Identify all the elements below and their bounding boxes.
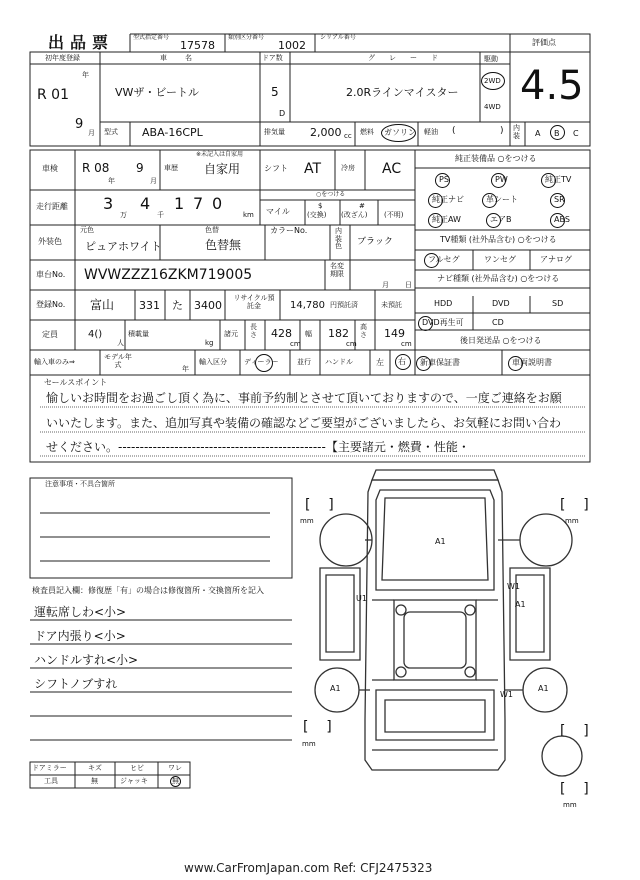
history-label: 車歴: [164, 164, 178, 172]
tv-item-1: ワンセグ: [484, 255, 516, 264]
tire-bracket-spare: [ ]: [560, 781, 589, 797]
capacity-value: 4(): [88, 329, 103, 340]
equip-item-1-circle: [491, 173, 506, 188]
mileage-km-unit: km: [243, 211, 254, 219]
first-reg-label: 初年度登録: [45, 54, 80, 62]
inner-color-label: 内装色: [335, 227, 342, 251]
mileage-digit-1: 3: [103, 194, 114, 213]
score-value: 4.5: [520, 63, 584, 109]
diagram-mark-a1-top: A1: [435, 537, 446, 546]
ac-value: AC: [382, 161, 402, 177]
diagram-mark-u1: U1: [356, 594, 367, 603]
navi-item-0: HDD: [434, 299, 453, 308]
tire-mm-spare: mm: [563, 801, 577, 809]
interior-a: A: [535, 129, 541, 138]
mileage-man-unit: 万: [120, 211, 127, 219]
tone-value: 色替無: [205, 238, 242, 252]
undeposited-label: 未預託: [381, 301, 402, 309]
dollar-sub: (改ざん): [341, 211, 368, 219]
tire-bracket-rl: [ ]: [303, 719, 332, 735]
height-value: 149: [384, 327, 405, 340]
equip-item-1: PW: [495, 175, 508, 184]
displacement-value: 2,000: [310, 126, 342, 139]
equip-item-5: SR: [554, 195, 565, 204]
shaken-label: 車検: [42, 164, 58, 173]
acc-header-crack: ヒビ: [130, 764, 144, 772]
shift-value: AT: [304, 161, 322, 177]
history-value: 自家用: [204, 162, 241, 176]
notes-label: 注意事項・不具合箇所: [45, 480, 115, 488]
navi-item-1: DVD: [492, 299, 510, 308]
name-change-label: 名変期限: [330, 262, 344, 278]
first-reg-month: 9: [75, 117, 84, 132]
handle-label: ハンドル: [325, 358, 353, 366]
inspector-line-4: シフトノブすれ: [34, 677, 118, 691]
navi-item-2: SD: [552, 299, 564, 308]
import-parallel: 並行: [297, 358, 311, 366]
handle-right: 右: [398, 357, 406, 366]
score-label: 評価点: [532, 38, 556, 47]
inspector-line-1: 運転席しわ<小>: [34, 605, 127, 619]
interior-b: B: [554, 129, 560, 138]
orig-color-value: ピュアホワイト: [85, 240, 162, 253]
inspector-label: 検査員記入欄：修復歴「有」の場合は修復箇所・交換箇所を記入: [32, 586, 264, 595]
load-label: 積載量: [128, 330, 149, 338]
fuel-bracket-close: ): [500, 126, 504, 136]
size-label: 諸元: [224, 330, 238, 338]
grade-label: グレード: [368, 54, 452, 62]
plate-num2: 3400: [194, 299, 222, 312]
plate-kana: た: [172, 299, 183, 312]
interior-c: C: [573, 129, 579, 138]
orig-color-label: 元色: [80, 226, 94, 234]
ac-label: 冷房: [341, 164, 355, 172]
plate-region: 富山: [90, 298, 115, 312]
import-label: 輸入車のみ⇒: [34, 358, 75, 366]
model-code-label: 型式指定番号: [133, 34, 170, 41]
fuel-value: ガソリン: [384, 128, 416, 137]
mileage-sen-unit: 千: [157, 211, 164, 219]
equip-item-4-circle: [482, 193, 497, 208]
length-unit: cm: [290, 340, 301, 348]
equip-item-6-circle: [428, 213, 443, 228]
later-item-1: 車両説明書: [512, 358, 552, 367]
sales-label: セールスポイント: [44, 378, 108, 387]
displacement-label: 排気量: [264, 128, 285, 136]
tire-mm-rl: mm: [302, 740, 316, 748]
mileage-digit-2: 4: [140, 194, 151, 213]
footer-ref: www.CarFromJapan.com Ref: CFJ2475323: [184, 861, 433, 875]
fuel-bracket-open: (: [452, 126, 456, 136]
tv-title: TV種類 (社外品含む) ○をつける: [440, 235, 557, 244]
sales-line-1: 愉しいお時間をお過ごし頂く為に、事前予約制とさせて頂いておりますので、一度ご連絡をお願: [46, 391, 562, 405]
diagram-mark-a1-rear-left: A1: [330, 684, 341, 693]
width-unit: cm: [346, 340, 357, 348]
navi-item-4: CD: [492, 318, 504, 327]
acc-jack-value: 無: [172, 777, 179, 785]
door-type: D: [279, 109, 286, 118]
drive-2wd: 2WD: [484, 77, 501, 85]
later-item-0: 新車保証書: [420, 358, 460, 367]
acc-tools-label: 工具: [44, 777, 58, 785]
navi-item-3: DVD再生可: [422, 318, 464, 327]
fuel-label: 燃料: [360, 128, 374, 136]
history-note: ※未記入は自家用: [196, 151, 244, 158]
mileage-digit-5: 0: [212, 194, 223, 213]
diagram-mark-a1-right: A1: [515, 600, 526, 609]
equip-item-6: 純正AW: [432, 215, 461, 224]
dollar-label: $: [318, 202, 323, 210]
equip-item-4: 革シート: [486, 195, 518, 204]
later-title: 後日発送品 ○をつける: [460, 336, 542, 345]
capacity-label: 定員: [42, 330, 58, 339]
inner-color-value: ブラック: [357, 237, 393, 247]
shift-label: シフト: [264, 164, 288, 173]
shaken-year-unit: 年: [108, 177, 115, 185]
class-code-value: 1002: [278, 39, 306, 52]
equip-item-3: 純正ナビ: [432, 195, 464, 204]
import-class-label: 輸入区分: [199, 358, 227, 366]
drive-4wd: 4WD: [484, 103, 501, 111]
navi-item-3-circle: [418, 316, 433, 331]
mileage-label: 走行距離: [36, 202, 68, 211]
tire-bracket-rr: [ ]: [560, 723, 589, 739]
inspector-line-2: ドア内張り<小>: [34, 629, 126, 643]
model-code-value: 17578: [180, 39, 215, 52]
hash-label: #: [359, 202, 365, 210]
class-code-label: 類別区分番号: [228, 34, 265, 41]
shaken-value: R 08: [82, 161, 110, 175]
acc-tools-value: 無: [91, 777, 98, 785]
name-change-day: 日: [405, 281, 412, 289]
first-reg-year-unit: 年: [82, 71, 89, 79]
later-item-0-circle: [416, 356, 431, 371]
grade-value: 2.0Rラインマイスター: [346, 86, 459, 99]
recycle-unit: 円預託済: [330, 301, 358, 309]
equip-title: 純正装備品 ○をつける: [455, 154, 537, 163]
equip-item-5-circle: [550, 193, 565, 208]
acc-header-break: ワレ: [168, 764, 182, 772]
equip-item-0: PS: [439, 175, 449, 184]
tone-label: 色替: [205, 226, 219, 234]
mileage-digit-3: 1: [174, 194, 185, 213]
vin-value: WVWZZZ16ZKM719005: [84, 267, 253, 283]
name-change-month: 月: [382, 281, 389, 289]
recycle-label: リサイクル預託金: [233, 294, 275, 311]
shaken-month: 9: [136, 161, 144, 175]
length-label: 長さ: [250, 323, 257, 339]
model-value: ABA-16CPL: [142, 126, 203, 139]
color-no-label: カラーNo.: [270, 226, 308, 235]
recycle-value: 14,780: [290, 300, 325, 311]
length-value: 428: [271, 327, 292, 340]
diagram-mark-w1-rear: W1: [500, 690, 513, 699]
diagram-mark-w1-right: W1: [507, 582, 520, 591]
load-unit: kg: [205, 339, 214, 347]
mileage-check-note: ○をつける: [316, 191, 346, 198]
equip-item-2: 純正TV: [545, 175, 572, 184]
vin-label: 車台No.: [36, 270, 66, 279]
acc-header-scratch: キズ: [88, 764, 102, 772]
width-value: 182: [328, 327, 349, 340]
acc-jack-label: ジャッキ: [120, 777, 148, 785]
tv-item-2: アナログ: [540, 255, 572, 264]
tv-item-0: フルセグ: [428, 255, 460, 264]
tire-mm-fr: mm: [565, 517, 579, 525]
import-dealer: ディーラー: [244, 358, 279, 366]
mileage-digit-4: 7: [193, 194, 204, 213]
equip-item-2-circle: [541, 173, 556, 188]
plate-num1: 331: [139, 299, 160, 312]
plate-label: 登録No.: [36, 300, 66, 309]
tire-bracket-fl: [ ]: [305, 497, 334, 513]
interior-label: 内装: [513, 124, 520, 140]
acc-header-mirror: ドアミラー: [32, 764, 67, 772]
equip-item-8-circle: [550, 213, 565, 228]
tv-item-0-circle: [424, 253, 439, 268]
inspector-line-3: ハンドルすれ<小>: [34, 653, 139, 667]
model-year-unit: 年: [182, 365, 189, 373]
doors-value: 5: [271, 85, 279, 99]
diagram-mark-a1-rear-right: A1: [538, 684, 549, 693]
light-oil-label: 軽油: [424, 128, 438, 136]
displacement-unit: cc: [344, 132, 352, 140]
handle-left: 左: [376, 358, 384, 367]
navi-title: ナビ種類 (社外品含む) ○をつける: [437, 274, 560, 283]
equip-item-3-circle: [428, 193, 443, 208]
tire-mm-fl: mm: [300, 517, 314, 525]
car-name-value: VWザ・ビートル: [115, 86, 199, 99]
car-diagram: [315, 470, 582, 776]
tire-bracket-fr: [ ]: [560, 497, 589, 513]
mile-exchange: (交換): [307, 211, 327, 219]
first-reg-era: R 01: [37, 87, 69, 103]
hash-sub: (不明): [384, 211, 404, 219]
color-label: 外装色: [38, 237, 62, 246]
serial-label: シリアル番号: [320, 34, 356, 41]
car-name-label: 車名: [160, 54, 210, 62]
first-reg-month-unit: 月: [88, 129, 95, 137]
sales-line-3: せください。------------------------------------------------【主要諸元・燃費・性能・: [46, 440, 470, 454]
drive-label: 駆動: [484, 55, 498, 63]
shaken-month-unit: 月: [150, 177, 157, 185]
width-label: 幅: [305, 330, 312, 338]
height-unit: cm: [401, 340, 412, 348]
later-item-1-circle: [508, 356, 523, 371]
mile-label: マイル: [266, 207, 290, 216]
doors-label: ドア数: [262, 54, 283, 62]
height-label: 高さ: [360, 323, 367, 339]
model-year-label: モデル年式: [104, 353, 132, 370]
model-label: 型式: [104, 128, 118, 136]
equip-item-0-circle: [435, 173, 450, 188]
equip-item-8: ABS: [554, 215, 570, 224]
form-title: 出品票: [48, 33, 115, 52]
capacity-unit: 人: [117, 339, 124, 347]
sales-line-2: いいたします。また、追加写真や装備の確認などご要望がございましたら、お気軽にお問い合わ: [46, 416, 562, 430]
equip-item-7-circle: [486, 213, 501, 228]
equip-item-7: エアB: [490, 215, 512, 224]
